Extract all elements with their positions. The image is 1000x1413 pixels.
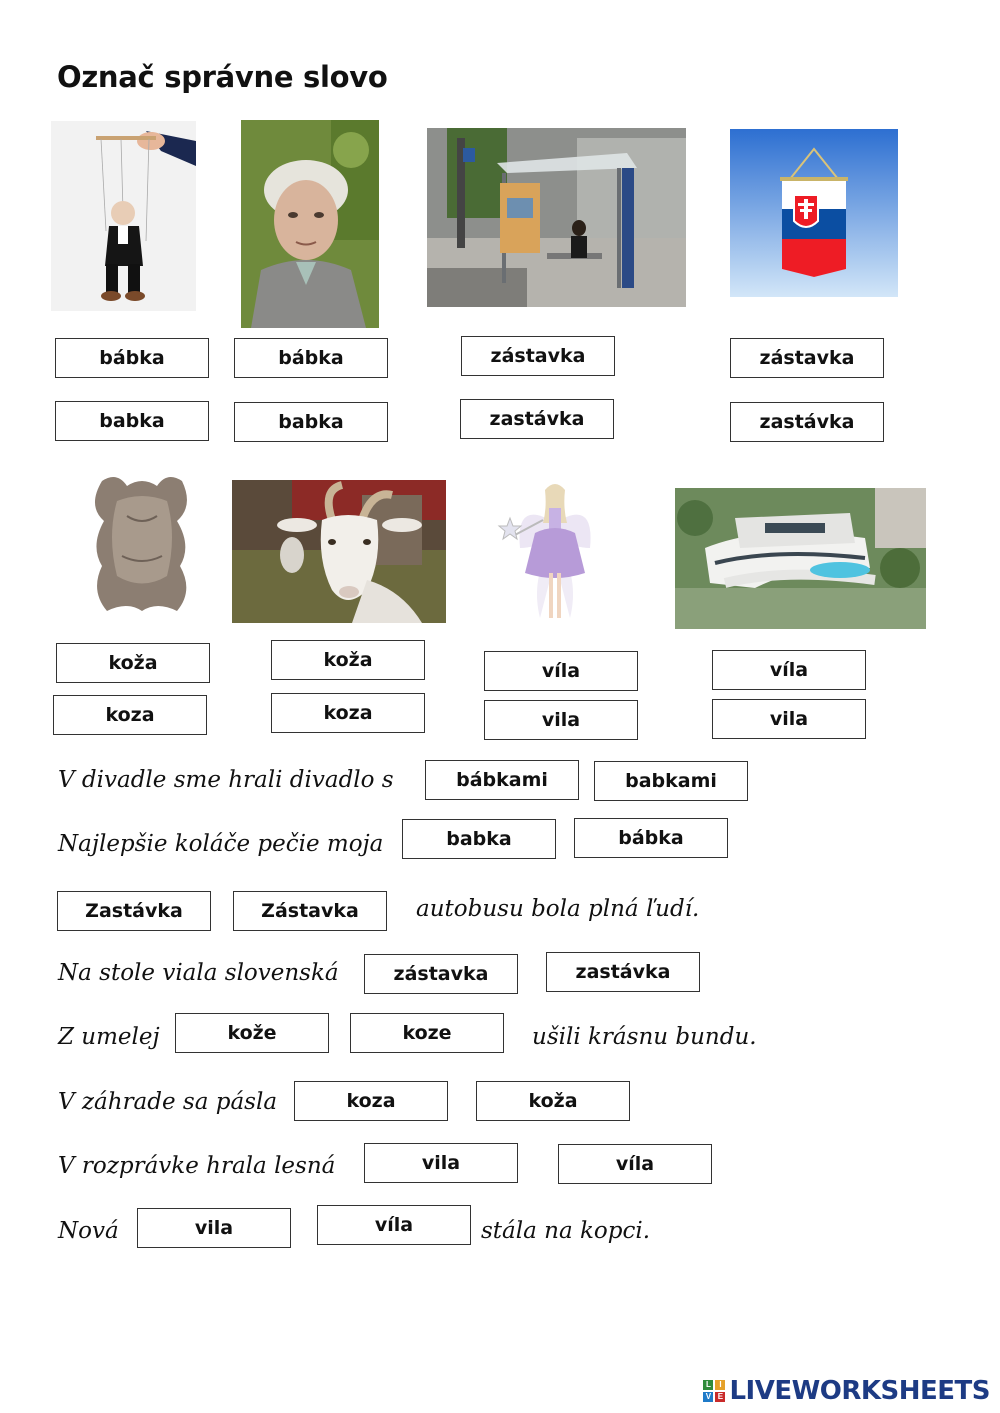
villa-image bbox=[675, 488, 926, 629]
sentence-text: Najlepšie koláče pečie moja bbox=[58, 831, 384, 857]
fairy-image bbox=[495, 478, 615, 640]
option-button[interactable]: vila bbox=[364, 1143, 518, 1183]
option-button[interactable]: vila bbox=[137, 1208, 291, 1248]
option-button[interactable]: kože bbox=[175, 1013, 329, 1053]
sentence-text: autobusu bola plná ľudí. bbox=[416, 896, 700, 922]
option-button[interactable]: bábka bbox=[55, 338, 209, 378]
brand-name: LIVEWORKSHEETS bbox=[729, 1376, 990, 1406]
logo-square: L bbox=[703, 1380, 713, 1390]
slovak-pennant-image bbox=[730, 129, 898, 297]
page-title: Označ správne slovo bbox=[57, 60, 388, 94]
option-button[interactable]: zástavka bbox=[730, 338, 884, 378]
option-button[interactable]: Zástavka bbox=[233, 891, 387, 931]
option-button[interactable]: bábka bbox=[574, 818, 728, 858]
option-button[interactable]: zastávka bbox=[460, 399, 614, 439]
logo-square: I bbox=[715, 1380, 725, 1390]
option-button[interactable]: babka bbox=[234, 402, 388, 442]
option-button[interactable]: víla bbox=[317, 1205, 471, 1245]
option-button[interactable]: koža bbox=[56, 643, 210, 683]
option-button[interactable]: vila bbox=[712, 699, 866, 739]
sentence-text: ušili krásnu bundu. bbox=[532, 1024, 757, 1050]
option-button[interactable]: koza bbox=[53, 695, 207, 735]
sentence-text: Nová bbox=[58, 1218, 119, 1244]
option-button[interactable]: zastávka bbox=[730, 402, 884, 442]
logo-square: E bbox=[715, 1392, 725, 1402]
option-button[interactable]: víla bbox=[558, 1144, 712, 1184]
liveworksheets-brand bbox=[703, 1376, 990, 1406]
option-button[interactable]: víla bbox=[484, 651, 638, 691]
sentence-text: V divadle sme hrali divadlo s bbox=[58, 767, 394, 793]
grandmother-image bbox=[241, 120, 379, 328]
option-button[interactable]: víla bbox=[712, 650, 866, 690]
liveworksheets-logo-icon bbox=[703, 1380, 725, 1402]
sentence-text: Z umelej bbox=[58, 1024, 160, 1050]
puppet-image bbox=[51, 121, 196, 311]
sentence-text: stála na kopci. bbox=[481, 1218, 651, 1244]
option-button[interactable]: zástavka bbox=[364, 954, 518, 994]
option-button[interactable]: babka bbox=[402, 819, 556, 859]
option-button[interactable]: koza bbox=[271, 693, 425, 733]
logo-square: V bbox=[703, 1392, 713, 1402]
option-button[interactable]: Zastávka bbox=[57, 891, 211, 931]
option-button[interactable]: koža bbox=[476, 1081, 630, 1121]
option-button[interactable]: babka bbox=[55, 401, 209, 441]
option-button[interactable]: koze bbox=[350, 1013, 504, 1053]
option-button[interactable]: koža bbox=[271, 640, 425, 680]
option-button[interactable]: bábka bbox=[234, 338, 388, 378]
option-button[interactable]: koza bbox=[294, 1081, 448, 1121]
sentence-text: V záhrade sa pásla bbox=[58, 1089, 278, 1115]
bus-stop-image bbox=[427, 128, 686, 307]
option-button[interactable]: babkami bbox=[594, 761, 748, 801]
option-button[interactable]: bábkami bbox=[425, 760, 579, 800]
goat-image bbox=[232, 480, 446, 623]
option-button[interactable]: vila bbox=[484, 700, 638, 740]
sentence-text: V rozprávke hrala lesná bbox=[58, 1153, 336, 1179]
fur-skin-image bbox=[82, 466, 200, 618]
option-button[interactable]: zástavka bbox=[461, 336, 615, 376]
option-button[interactable]: zastávka bbox=[546, 952, 700, 992]
sentence-text: Na stole viala slovenská bbox=[58, 960, 339, 986]
